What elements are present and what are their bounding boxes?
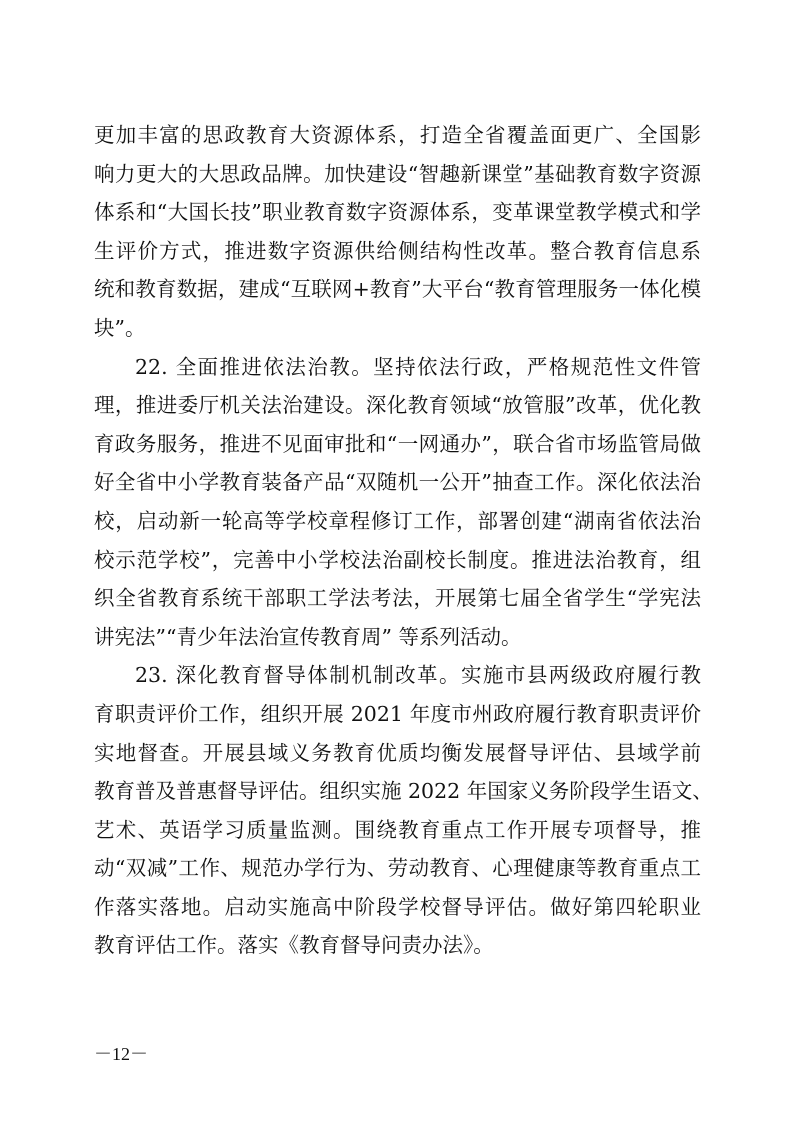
page-number: －12－	[94, 1044, 148, 1064]
text-line: 教育评估工作。落实《教育督导问责办法》。	[94, 933, 494, 958]
text-line: 块”。	[94, 315, 146, 340]
text-line: 体系和“大国长技”职业教育数字资源体系，变革课堂教学模式和学	[94, 200, 701, 225]
text-line: 校，启动新一轮高等学校章程修订工作，部署创建“湖南省依法治	[94, 508, 701, 533]
text-line: 好全省中小学教育装备产品“双随机一公开”抽查工作。深化依法治	[94, 470, 701, 495]
text-line: 织全省教育系统干部职工学法考法，开展第七届全省学生“学宪法	[94, 586, 701, 611]
text-line: 育职责评价工作，组织开展 2021 年度市州政府履行教育职责评价	[94, 701, 701, 726]
text-line: 教育普及普惠督导评估。组织实施 2022 年国家义务阶段学生语文、	[94, 779, 713, 804]
text-line: 校示范学校”，完善中小学校法治副校长制度。推进法治教育，组	[94, 547, 701, 572]
text-line: 生评价方式，推进数字资源供给侧结构性改革。整合教育信息系	[94, 238, 701, 263]
text-line: 响力更大的大思政品牌。加快建设“智趣新课堂”基础教育数字资源	[94, 161, 701, 186]
text-line: 育政务服务，推进不见面审批和“一网通办”，联合省市场监管局做	[94, 431, 701, 456]
section-22-heading-line: 22. 全面推进依法治教。坚持依法行政，严格规范性文件管	[135, 354, 701, 379]
text-line: 动“双减”工作、规范办学行为、劳动教育、心理健康等教育重点工	[94, 856, 701, 881]
text-line: 统和教育数据，建成“互联网+教育”大平台“教育管理服务一体化模	[94, 277, 701, 302]
document-body	[94, 116, 713, 965]
text-line: 讲宪法”“青少年法治宣传教育周” 等系列活动。	[94, 624, 522, 649]
section-23-heading-line: 23. 深化教育督导体制机制改革。实施市县两级政府履行教	[135, 663, 701, 688]
text-line: 理，推进委厅机关法治建设。深化教育领域“放管服”改革，优化教	[94, 393, 701, 418]
text-line: 实地督查。开展县域义务教育优质均衡发展督导评估、县域学前	[94, 740, 701, 765]
text-line: 作落实落地。启动实施高中阶段学校督导评估。做好第四轮职业	[94, 894, 701, 919]
text-line: 艺术、英语学习质量监测。围绕教育重点工作开展专项督导，推	[94, 817, 701, 842]
text-line: 更加丰富的思政教育大资源体系，打造全省覆盖面更广、全国影	[94, 123, 701, 147]
